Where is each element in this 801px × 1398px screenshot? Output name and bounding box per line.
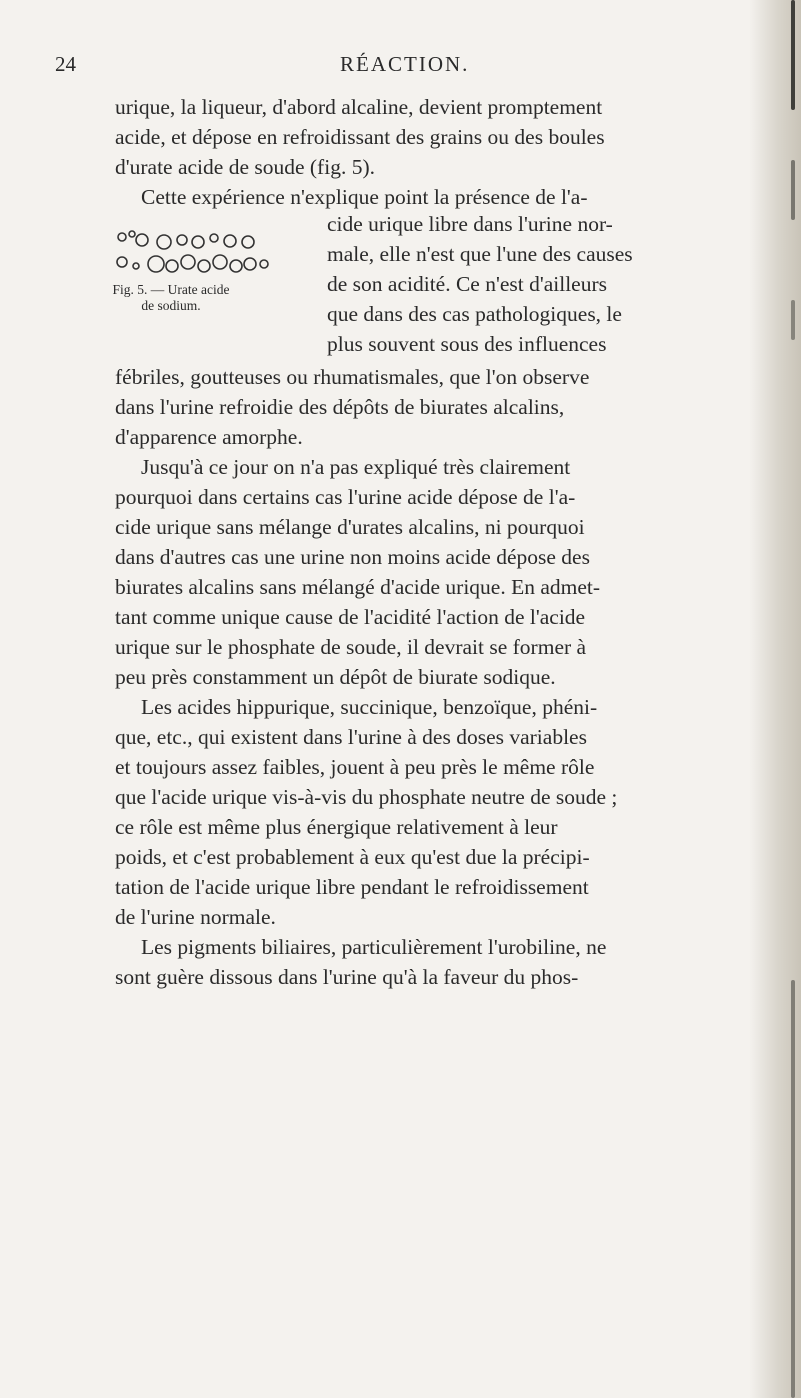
text-line: que l'acide urique vis-à-vis du phosphate neutre de soude ; [115,785,618,809]
text-line: et toujours assez faibles, jouent à peu près le même rôle [115,755,595,779]
page-header [0,52,801,82]
page-edge-shadow [749,0,801,1398]
text-line: d'urate acide de soude (fig. 5). [115,155,375,179]
figure-urate-crystals [112,226,342,366]
urate-crystals-illustration [112,226,342,278]
text-line: plus souvent sous des influences [327,332,607,356]
running-title: RÉACTION. [340,52,470,76]
text-line: urique, la liqueur, d'abord alcaline, devient promptement [115,95,603,119]
text-line: d'apparence amorphe. [115,425,303,449]
text-line: Cette expérience n'explique point la présence de l'a- [141,185,588,209]
text-line: urique sur le phosphate de soude, il devrait se former à [115,635,587,659]
text-line: tation de l'acide urique libre pendant le refroidissement [115,875,589,899]
text-line: cide urique libre dans l'urine nor- [327,212,613,236]
text-line: de l'urine normale. [115,905,276,929]
edge-mark [791,300,795,340]
text-line: poids, et c'est probablement à eux qu'est due la précipi- [115,845,590,869]
figure-caption [112,282,230,314]
text-line: dans l'urine refroidie des dépôts de biurates alcalins, [115,395,565,419]
paragraph-4 [115,692,617,932]
caption-line: de sodium. [141,298,201,313]
page-number: 24 [55,52,76,76]
text-line: Les acides hippurique, succinique, benzoïque, phéni- [141,695,598,719]
text-line: pourquoi dans certains cas l'urine acide dépose de l'a- [115,485,576,509]
edge-mark [791,160,795,220]
text-line: dans d'autres cas une urine non moins acide dépose des [115,545,590,569]
text-line: fébriles, goutteuses ou rhumatismales, que l'on observe [115,365,590,389]
text-line: Les pigments biliaires, particulièrement l'urobiline, ne [141,935,607,959]
text-line: de son acidité. Ce n'est d'ailleurs [327,272,608,296]
paragraph-1 [115,92,605,182]
text-line: Jusqu'à ce jour on n'a pas expliqué très clairement [141,455,571,479]
text-line: cide urique sans mélange d'urates alcalins, ni pourquoi [115,515,585,539]
text-line: tant comme unique cause de l'acidité l'action de l'acide [115,605,586,629]
paragraph-2-continued [115,362,589,452]
text-line: peu près constamment un dépôt de biurate sodique. [115,665,556,689]
text-line: que, etc., qui existent dans l'urine à des doses variables [115,725,587,749]
text-line: male, elle n'est que l'une des causes [327,242,633,266]
edge-mark [791,980,795,1398]
text-line: que dans des cas pathologiques, le [327,302,622,326]
text-line: sont guère dissous dans l'urine qu'à la faveur du phos- [115,965,579,989]
paragraph-3 [115,452,600,692]
text-line: ce rôle est même plus énergique relativement à leur [115,815,558,839]
paragraph-2-line-1 [115,182,588,212]
text-line: acide, et dépose en refroidissant des grains ou des boules [115,125,605,149]
paragraph-5 [115,932,606,992]
caption-line: Fig. 5. — Urate acide [112,282,230,297]
text-line: biurates alcalins sans mélangé d'acide urique. En admet- [115,575,601,599]
